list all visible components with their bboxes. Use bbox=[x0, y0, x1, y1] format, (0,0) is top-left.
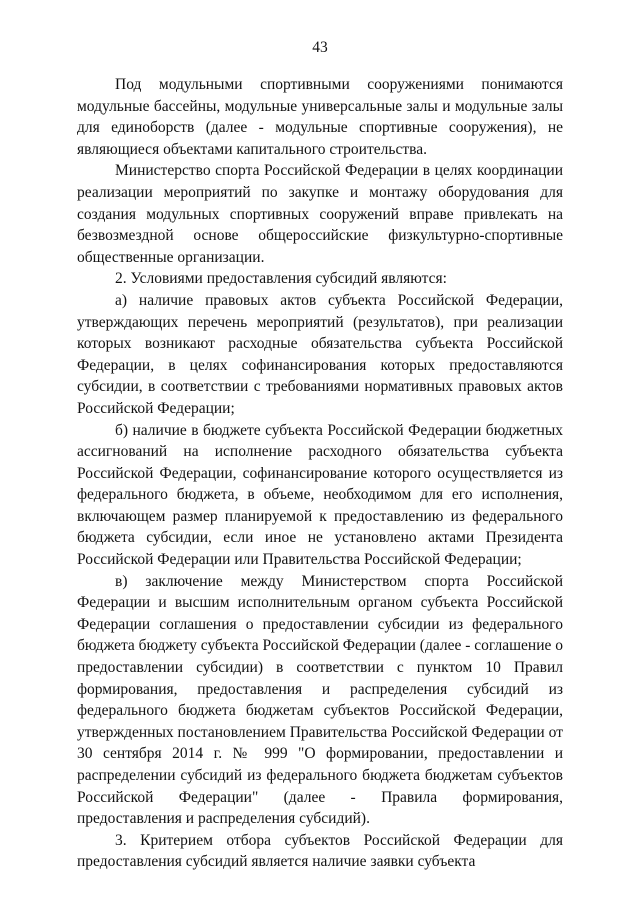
paragraph-selection-criterion: 3. Критерием отбора субъектов Российской Федерации для предоставления субсидий является наличие заявки субъекта bbox=[77, 831, 563, 871]
page-number: 43 bbox=[312, 39, 328, 56]
document-body bbox=[77, 74, 563, 873]
paragraph-ministry-coordination: Министерство спорта Российской Федерации в целях координации реализации мероприятий по закупке и монтажу оборудования для создания модульных спортивных сооружений вправе привлекать на безвозмездной основе общероссийские физкультурно-спортивные общественные организации. bbox=[77, 162, 563, 266]
paragraph-condition-a: а) наличие правовых актов субъекта Российской Федерации, утверждающих перечень мероприятий (результатов), при реализации которых возникают расходные обязательства субъекта Российской Федерации, в целях софинансирования которых предоставляются субсидии, в соответствии с требованиями нормативных правовых актов Российской Федерации; bbox=[77, 291, 563, 417]
paragraph-condition-c: в) заключение между Министерством спорта Российской Федерации и высшим исполнительным органом субъекта Российской Федерации соглашения о предоставлении субсидии из федерального бюджета бюджету субъекта Российской Федерации (далее - соглашение о предоставлении субсидии) в соответствии с пунктом 10 Правил формирования, предоставления и распределения субсидий из федерального бюджета бюджетам субъектов Российской Федерации, утвержденных постановлением Правительства Российской Федерации от 30 сентября 2014 г. № 999 "О формировании, предоставлении и распределении субсидий из федерального бюджета бюджетам субъектов Российской Федерации" (далее - Правила формирования, предоставления и распределения субсидий). bbox=[77, 572, 564, 828]
paragraph-conditions-heading: 2. Условиями предоставления субсидий являются: bbox=[115, 270, 447, 288]
paragraph-condition-b: б) наличие в бюджете субъекта Российской Федерации бюджетных ассигнований на исполнение расходного обязательства субъекта Российской Федерации, софинансирование которого осуществляется из федерального бюджета, в объеме, необходимом для его исполнения, включающем размер планируемой к предоставлению из федерального бюджета субсидии, если иное не установлено актами Президента Российской Федерации или Правительства Российской Федерации; bbox=[77, 421, 563, 569]
paragraph-modular-facilities-definition: Под модульными спортивными сооружениями понимаются модульные бассейны, модульные универсальные залы и модульные залы для единоборств (далее - модульные спортивные сооружения), не являющиеся объектами капитального строительства. bbox=[77, 76, 563, 158]
